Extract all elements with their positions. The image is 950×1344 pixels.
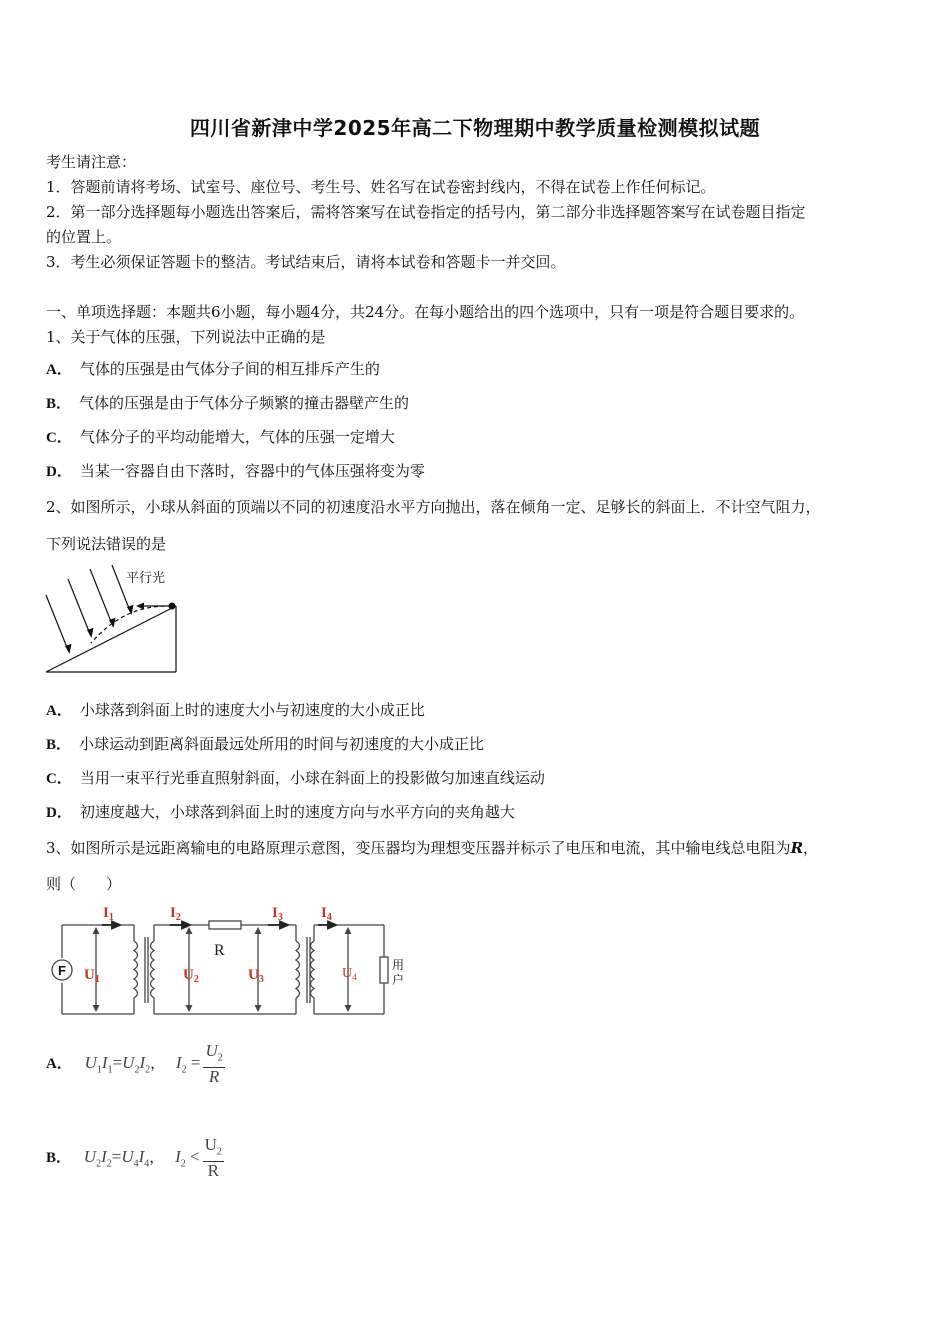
eq-term: I (139, 1053, 146, 1073)
transformer2-secondary-coil (311, 941, 315, 998)
projectile-incline-figure (44, 565, 184, 677)
equation-power (83, 1147, 150, 1170)
q3-stem-end: ， (803, 839, 819, 857)
u3-label (248, 967, 264, 985)
separator: ， (149, 1148, 165, 1167)
eq-term: I (101, 1053, 108, 1073)
q1-stem: 1、关于气体的压强，下列说法中正确的是 (46, 328, 326, 346)
fraction-denominator: R (207, 1161, 219, 1181)
section-heading: 一、单项选择题：本题共6小题，每小题4分，共24分。在每小题给出的四个选项中，只有一项是符合题目要求的。 (46, 303, 805, 321)
q2-option-a (46, 700, 425, 721)
option-letter: A． (46, 703, 72, 719)
u3-symbol: U (248, 967, 259, 983)
eq-sub: 2 (217, 1052, 223, 1064)
arrowhead (93, 1005, 100, 1012)
i2-label (170, 905, 181, 923)
option-text: 初速度越大，小球落到斜面上时的速度方向与水平方向的夹角越大 (79, 803, 515, 821)
q3-stem-cont: 则（ ） (46, 875, 122, 893)
eq-term: I (138, 1147, 145, 1167)
load-label-1: 用 (392, 958, 405, 972)
load-label-2: 户 (392, 973, 405, 987)
eq-sub: 1 (96, 1064, 102, 1076)
u4-symbol: U (342, 966, 353, 981)
option-letter: B． (46, 1150, 72, 1167)
notice-heading: 考生请注意： (46, 153, 137, 171)
u3-subscript: 3 (258, 974, 264, 985)
fraction-numerator (203, 1042, 224, 1068)
transformer1-primary-coil (134, 941, 138, 998)
eq-term: U (122, 1053, 135, 1073)
eq-term: U (205, 1041, 218, 1060)
fraction-denominator: R (208, 1067, 220, 1087)
u4-label (342, 966, 357, 982)
u2-label (183, 967, 199, 985)
eq-sub: 2 (145, 1064, 151, 1076)
eq-operator: = (111, 1147, 122, 1167)
load-resistor (380, 957, 388, 983)
eq-operator: = (112, 1053, 123, 1073)
u2-subscript: 2 (193, 974, 199, 985)
q3-stem (46, 838, 818, 858)
incline-surface (46, 606, 176, 672)
resistor (209, 921, 241, 929)
q2-option-c (46, 768, 545, 789)
q2-option-b (46, 734, 484, 755)
i3-subscript: 3 (277, 912, 283, 923)
eq-sub: 1 (107, 1064, 113, 1076)
option-letter: A． (46, 1056, 72, 1073)
eq-term: I (101, 1147, 107, 1167)
eq-operator: = (190, 1053, 201, 1073)
arrowhead (186, 1005, 193, 1012)
eq-term: U (83, 1147, 97, 1167)
separator: ， (150, 1054, 166, 1073)
i1-symbol: I (103, 905, 109, 921)
eq-term: I (175, 1053, 182, 1073)
notice-item: 3．考生必须保证答题卡的整洁。考试结束后，请将本试卷和答题卡一并交回。 (46, 253, 566, 271)
notice-item: 2．第一部分选择题每小题选出答案后，需将答案写在试卷指定的括号内，第二部分非选择题答案写在试卷题目指定 (46, 203, 806, 221)
arrowhead (255, 1005, 262, 1012)
eq-term: U (204, 1135, 217, 1154)
q2-stem-cont: 下列说法错误的是 (46, 535, 167, 553)
fraction (203, 1136, 224, 1180)
q1-option-b (46, 393, 409, 414)
transformer1-secondary-coil (151, 941, 155, 998)
transformer2-primary-coil (296, 941, 300, 998)
u1-subscript: 1 (94, 974, 100, 985)
eq-term: U (121, 1147, 134, 1167)
q1-option-c (46, 427, 395, 448)
option-letter: C． (46, 430, 72, 446)
arrowhead (186, 927, 193, 934)
light-ray (90, 569, 112, 624)
i2-subscript: 2 (175, 912, 181, 923)
i1-label (103, 905, 114, 923)
i2-symbol: I (170, 905, 176, 921)
eq-sub: 4 (144, 1158, 150, 1170)
eq-sub: 2 (106, 1158, 112, 1170)
eq-term: I (175, 1147, 181, 1167)
q1-option-d (46, 461, 425, 482)
arrowhead (345, 1005, 352, 1012)
power-transmission-circuit (46, 903, 408, 1021)
option-text: 气体分子的平均动能增大，气体的压强一定增大 (79, 428, 395, 446)
eq-operator: < (190, 1147, 200, 1167)
i1-subscript: 1 (108, 912, 114, 923)
u2-symbol: U (183, 967, 194, 983)
eq-sub: 2 (134, 1064, 140, 1076)
light-ray (46, 595, 68, 650)
u4-subscript: 4 (352, 972, 357, 982)
option-letter: D． (46, 805, 72, 821)
option-text: 小球落到斜面上时的速度大小与初速度的大小成正比 (79, 701, 425, 719)
arrowhead (345, 927, 352, 934)
option-text: 气体的压强是由于气体分子频繁的撞击器壁产生的 (79, 394, 410, 412)
notice-item: 的位置上。 (46, 228, 122, 246)
q3-option-a (46, 1042, 225, 1092)
i4-symbol: I (321, 905, 327, 921)
option-text: 当某一容器自由下落时，容器中的气体压强将变为零 (79, 462, 425, 480)
arrowhead (93, 927, 100, 934)
q2-stem: 2、如图所示，小球从斜面的顶端以不同的初速度沿水平方向抛出，落在倾角一定、足够长的斜面上．不计空气阻力， (46, 498, 821, 516)
i3-symbol: I (272, 905, 278, 921)
resistor-label: R (214, 942, 225, 959)
i3-label (272, 905, 283, 923)
q2-option-d (46, 802, 515, 823)
i4-label (321, 905, 332, 923)
option-letter: B． (46, 396, 72, 412)
eq-sub: 2 (181, 1064, 187, 1076)
q1-option-a (46, 359, 380, 380)
u1-symbol: U (84, 967, 95, 983)
equation-power (84, 1053, 151, 1076)
eq-sub: 2 (96, 1158, 102, 1170)
eq-sub: 2 (180, 1158, 186, 1170)
eq-sub: 2 (216, 1146, 222, 1158)
option-letter: D． (46, 464, 72, 480)
option-text: 气体的压强是由气体分子间的相互排斥产生的 (79, 360, 380, 378)
q3-stem-text: 3、如图所示是远距离输电的电路原理示意图，变压器均为理想变压器并标示了电压和电流，其中输电线总电阻为 (46, 839, 791, 857)
option-text: 小球运动到距离斜面最远处所用的时间与初速度的大小成正比 (79, 735, 485, 753)
fraction-numerator (203, 1136, 224, 1162)
arrowhead (255, 927, 262, 934)
option-letter: B． (46, 737, 72, 753)
light-ray (68, 579, 90, 634)
option-letter: A． (46, 362, 72, 378)
parallel-light-label: 平行光 (126, 571, 166, 586)
u1-label (84, 967, 100, 985)
generator-label: F (58, 963, 66, 978)
equation-current (175, 1135, 224, 1181)
q3-option-b (46, 1136, 224, 1186)
option-text: 当用一束平行光垂直照射斜面，小球在斜面上的投影做匀加速直线运动 (79, 769, 545, 787)
fraction (203, 1042, 224, 1086)
i4-subscript: 4 (326, 912, 332, 923)
q3-stem-r: R (790, 839, 804, 857)
equation-current (175, 1041, 225, 1087)
notice-item: 1．答题前请将考场、试室号、座位号、考生号、姓名写在试卷密封线内，不得在试卷上作任何标记。 (46, 178, 716, 196)
eq-sub: 4 (133, 1158, 139, 1170)
eq-term: U (84, 1053, 97, 1073)
option-letter: C． (46, 771, 72, 787)
page-title: 四川省新津中学2025年高二下物理期中教学质量检测模拟试题 (189, 116, 761, 140)
